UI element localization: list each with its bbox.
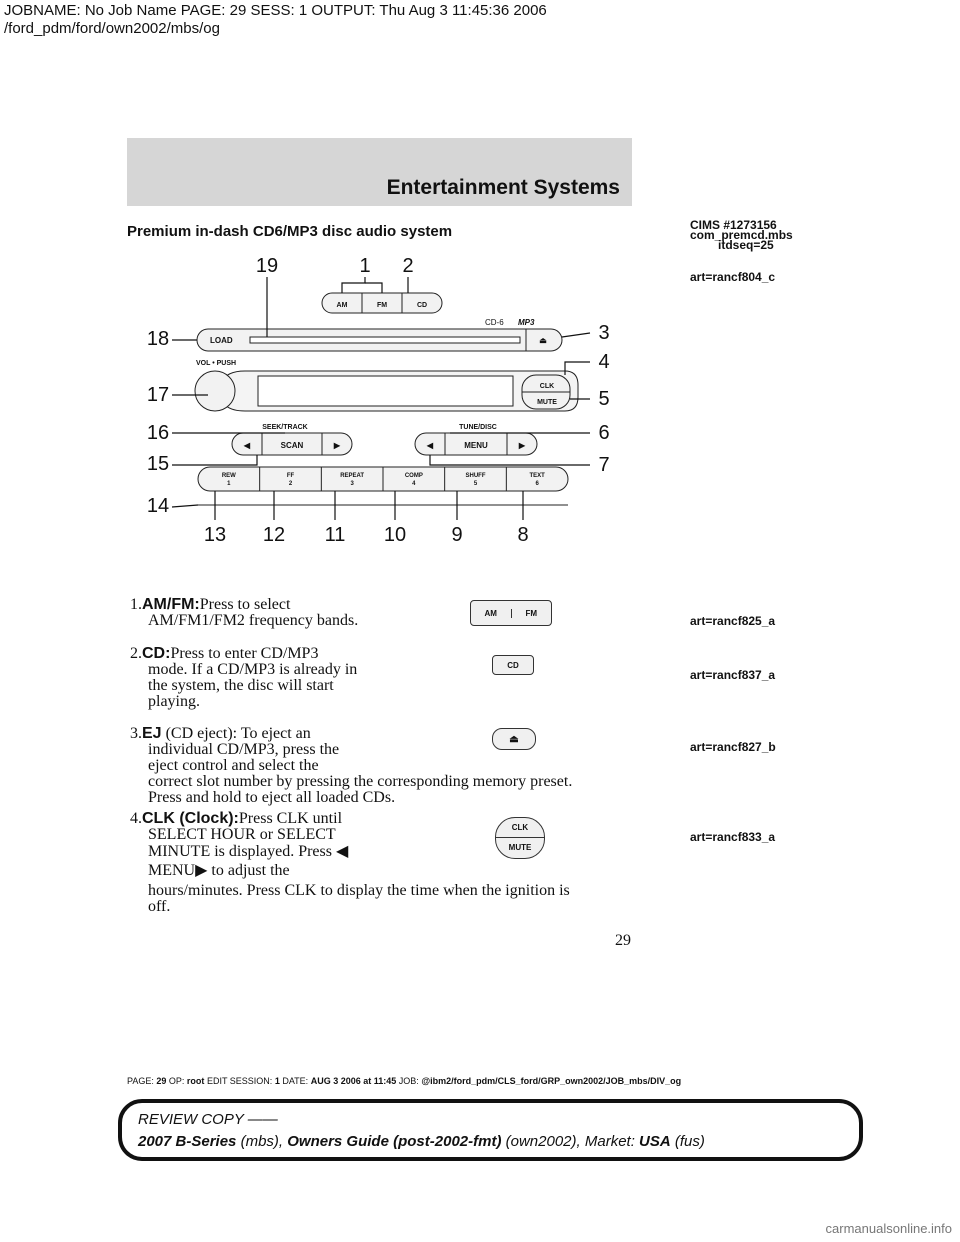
- art-ref-item-3: art=rancf827_b: [690, 740, 776, 754]
- review-market-label: Market:: [584, 1133, 635, 1150]
- eject-thumbnail-icon: ⏏: [509, 733, 519, 745]
- item-3-num: 3.: [130, 725, 142, 742]
- callout-13: 13: [203, 524, 227, 546]
- thumb-am-label: AM: [471, 609, 512, 618]
- preset-5-top-label: SHUFF: [465, 473, 486, 479]
- preset-6-number-label: 6: [535, 481, 539, 487]
- brand-label: CD-6: [485, 318, 504, 327]
- clk-label: CLK: [539, 383, 555, 390]
- callout-3: 3: [598, 322, 610, 344]
- seek-track-label: SEEK/TRACK: [262, 424, 308, 431]
- clk-mute-thumbnail: [495, 817, 545, 859]
- footer-job-label: JOB:: [398, 1076, 419, 1086]
- item-3-text-4: correct slot number by pressing the corresponding memory preset.: [148, 773, 573, 790]
- item-3-text-1: (CD eject): To eject an: [165, 725, 311, 742]
- job-line-1: JOBNAME: No Job Name PAGE: 29 SESS: 1 OUTPUT: Thu Aug 3 11:45:36 2006: [4, 2, 547, 19]
- item-4-name: CLK (Clock):: [142, 810, 239, 827]
- preset-5-number-label: 5: [473, 481, 478, 487]
- preset-2-top-label: FF: [286, 473, 295, 479]
- item-2-text-2: mode. If a CD/MP3 is already in: [148, 661, 358, 678]
- callout-8: 8: [517, 524, 529, 546]
- tune-disc-label: TUNE/DISC: [459, 424, 497, 431]
- footer-session: 1: [274, 1076, 280, 1086]
- callout-leader-14: [172, 505, 198, 507]
- preset-2-number-label: 2: [288, 481, 293, 487]
- callout-15: 15: [146, 453, 170, 475]
- review-market: USA: [639, 1133, 671, 1150]
- item-3-text-5: Press and hold to eject all loaded CDs.: [148, 789, 396, 806]
- load-label: LOAD: [210, 336, 233, 345]
- item-1: [130, 597, 460, 629]
- review-copy-box: REVIEW COPY —— 2007 B-Series (mbs), Owners Guide (post-2002-fmt) (own2002), Market: USA (fus): [118, 1099, 863, 1161]
- item-4-text-1: Press CLK until: [238, 810, 343, 827]
- item-1-name: AM/FM:: [142, 596, 200, 613]
- item-2-text-4: playing.: [148, 693, 200, 710]
- callout-16: 16: [146, 422, 170, 444]
- thumb-fm-label: FM: [525, 608, 538, 618]
- job-header: [4, 2, 547, 38]
- footer-date: AUG 3 2006 at 11:45: [310, 1076, 397, 1086]
- callout-11: 11: [324, 524, 346, 546]
- am-fm-thumbnail: [470, 600, 552, 626]
- item-4: [130, 811, 630, 915]
- arrow-right-icon: ▶: [195, 860, 208, 879]
- item-2-text-3: the system, the disc will start: [148, 677, 334, 694]
- item-4-text-3: MINUTE is displayed. Press: [148, 843, 332, 860]
- footer-op: root: [186, 1076, 205, 1086]
- thumb-clk-label: CLK: [496, 818, 544, 838]
- item-4-text-2: SELECT HOUR or SELECT: [148, 826, 336, 843]
- cd-label: CD: [416, 302, 428, 309]
- mute-label: MUTE: [537, 399, 557, 406]
- section-header-band: [127, 138, 632, 206]
- item-3-text-3: eject control and select the: [148, 757, 319, 774]
- art-ref-item-1: art=rancf825_a: [690, 614, 776, 628]
- item-3: [130, 726, 630, 806]
- preset-6-top-label: TEXT: [529, 473, 545, 479]
- job-line-2: /ford_pdm/ford/own2002/mbs/og: [4, 20, 220, 37]
- tune-right-icon: ▶: [518, 441, 526, 450]
- cims-info: [690, 220, 793, 250]
- mp3-label: MP3: [518, 318, 535, 327]
- callout-leader-3: [562, 333, 590, 337]
- watermark: carmanualsonline.info: [825, 1221, 952, 1236]
- item-1-text-1: Press to select: [199, 596, 291, 613]
- page-title: Premium in-dash CD6/MP3 disc audio system: [127, 223, 453, 240]
- art-ref-item-2: art=rancf837_a: [690, 668, 776, 682]
- arrow-left-icon: ◀: [335, 841, 349, 860]
- item-1-num: 1.: [130, 596, 142, 613]
- callout-4: 4: [598, 351, 610, 373]
- review-model: 2007 B-Series: [138, 1133, 237, 1150]
- volume-knob: [195, 371, 235, 411]
- callout-12: 12: [262, 524, 286, 546]
- callout-17: 17: [146, 384, 170, 406]
- cims-line-2: com_premcd.mbs: [690, 228, 793, 242]
- review-line-1: REVIEW COPY ——: [138, 1111, 278, 1128]
- footer-op-label: OP:: [168, 1076, 185, 1086]
- fm-label: FM: [376, 302, 388, 309]
- item-2: [130, 646, 460, 710]
- callout-leader-7: [430, 455, 590, 465]
- item-4-text-6: off.: [148, 898, 171, 915]
- preset-3-number-label: 3: [350, 481, 354, 487]
- item-3-name: EJ: [142, 725, 162, 742]
- item-2-num: 2.: [130, 645, 142, 662]
- preset-3-top-label: REPEAT: [340, 473, 365, 479]
- radio-diagram: [110, 245, 630, 550]
- menu-label: MENU: [464, 441, 488, 450]
- footer-job: @ibm2/ford_pdm/CLS_ford/GRP_own2002/JOB_mbs/DIV_og: [421, 1076, 682, 1086]
- callout-6: 6: [598, 422, 610, 444]
- seek-left-icon: ◀: [243, 441, 251, 450]
- tune-left-icon: ◀: [426, 441, 434, 450]
- callout-leader-1: [365, 283, 382, 293]
- callout-9: 9: [451, 524, 463, 546]
- footer-job-info: [127, 1076, 681, 1086]
- eject-icon: ⏏: [539, 336, 547, 345]
- footer-date-label: DATE:: [282, 1076, 309, 1086]
- cd-slot: [250, 337, 520, 343]
- callout-14: 14: [146, 495, 170, 517]
- section-title: Entertainment Systems: [386, 176, 620, 199]
- preset-1-number-label: 1: [227, 481, 231, 487]
- callout-leader-1: [342, 277, 365, 293]
- display-screen: [258, 376, 513, 406]
- art-ref-item-4: art=rancf833_a: [690, 830, 776, 844]
- item-3-text-2: individual CD/MP3, press the: [148, 741, 340, 758]
- item-2-name: CD:: [142, 645, 171, 662]
- page-number: 29: [615, 932, 631, 949]
- cims-line-3: itdseq=25: [718, 238, 774, 252]
- review-model-code: (mbs): [240, 1133, 279, 1150]
- callout-2: 2: [402, 255, 414, 277]
- callout-5: 5: [598, 388, 610, 410]
- preset-1-top-label: REW: [221, 473, 236, 479]
- callout-1: 1: [359, 255, 371, 277]
- footer-page: 29: [156, 1076, 167, 1086]
- callout-7: 7: [598, 454, 610, 476]
- preset-4-number-label: 4: [412, 481, 416, 487]
- am-label: AM: [336, 302, 348, 309]
- callout-19: 19: [255, 255, 279, 277]
- cd-thumbnail: CD: [492, 655, 534, 675]
- seek-right-icon: ▶: [333, 441, 341, 450]
- preset-4-top-label: COMP: [404, 473, 423, 479]
- item-1-text-2: AM/FM1/FM2 frequency bands.: [148, 612, 359, 629]
- callout-18: 18: [146, 328, 170, 350]
- callout-leader-15: [172, 455, 257, 465]
- item-2-text-1: Press to enter CD/MP3: [170, 645, 319, 662]
- callout-10: 10: [383, 524, 407, 546]
- item-4-num: 4.: [130, 810, 142, 827]
- item-4-text-4: MENU: [148, 862, 196, 879]
- art-ref-main: art=rancf804_c: [690, 270, 776, 284]
- item-4-text-5: hours/minutes. Press CLK to display the time when the ignition is: [148, 882, 570, 899]
- review-guide-code: (own2002): [505, 1133, 577, 1150]
- footer-session-label: EDIT SESSION:: [206, 1076, 273, 1086]
- thumb-mute-label: MUTE: [508, 843, 532, 852]
- eject-thumbnail: [492, 728, 536, 750]
- scan-label: SCAN: [280, 441, 304, 450]
- footer-page-label: PAGE:: [127, 1076, 154, 1086]
- vol-label: VOL • PUSH: [196, 360, 237, 367]
- cims-line-1: CIMS #1273156: [690, 218, 777, 232]
- item-4-text-4b: to adjust the: [211, 862, 290, 879]
- review-market-code: (fus): [674, 1133, 705, 1150]
- review-guide: Owners Guide (post-2002-fmt): [287, 1133, 502, 1150]
